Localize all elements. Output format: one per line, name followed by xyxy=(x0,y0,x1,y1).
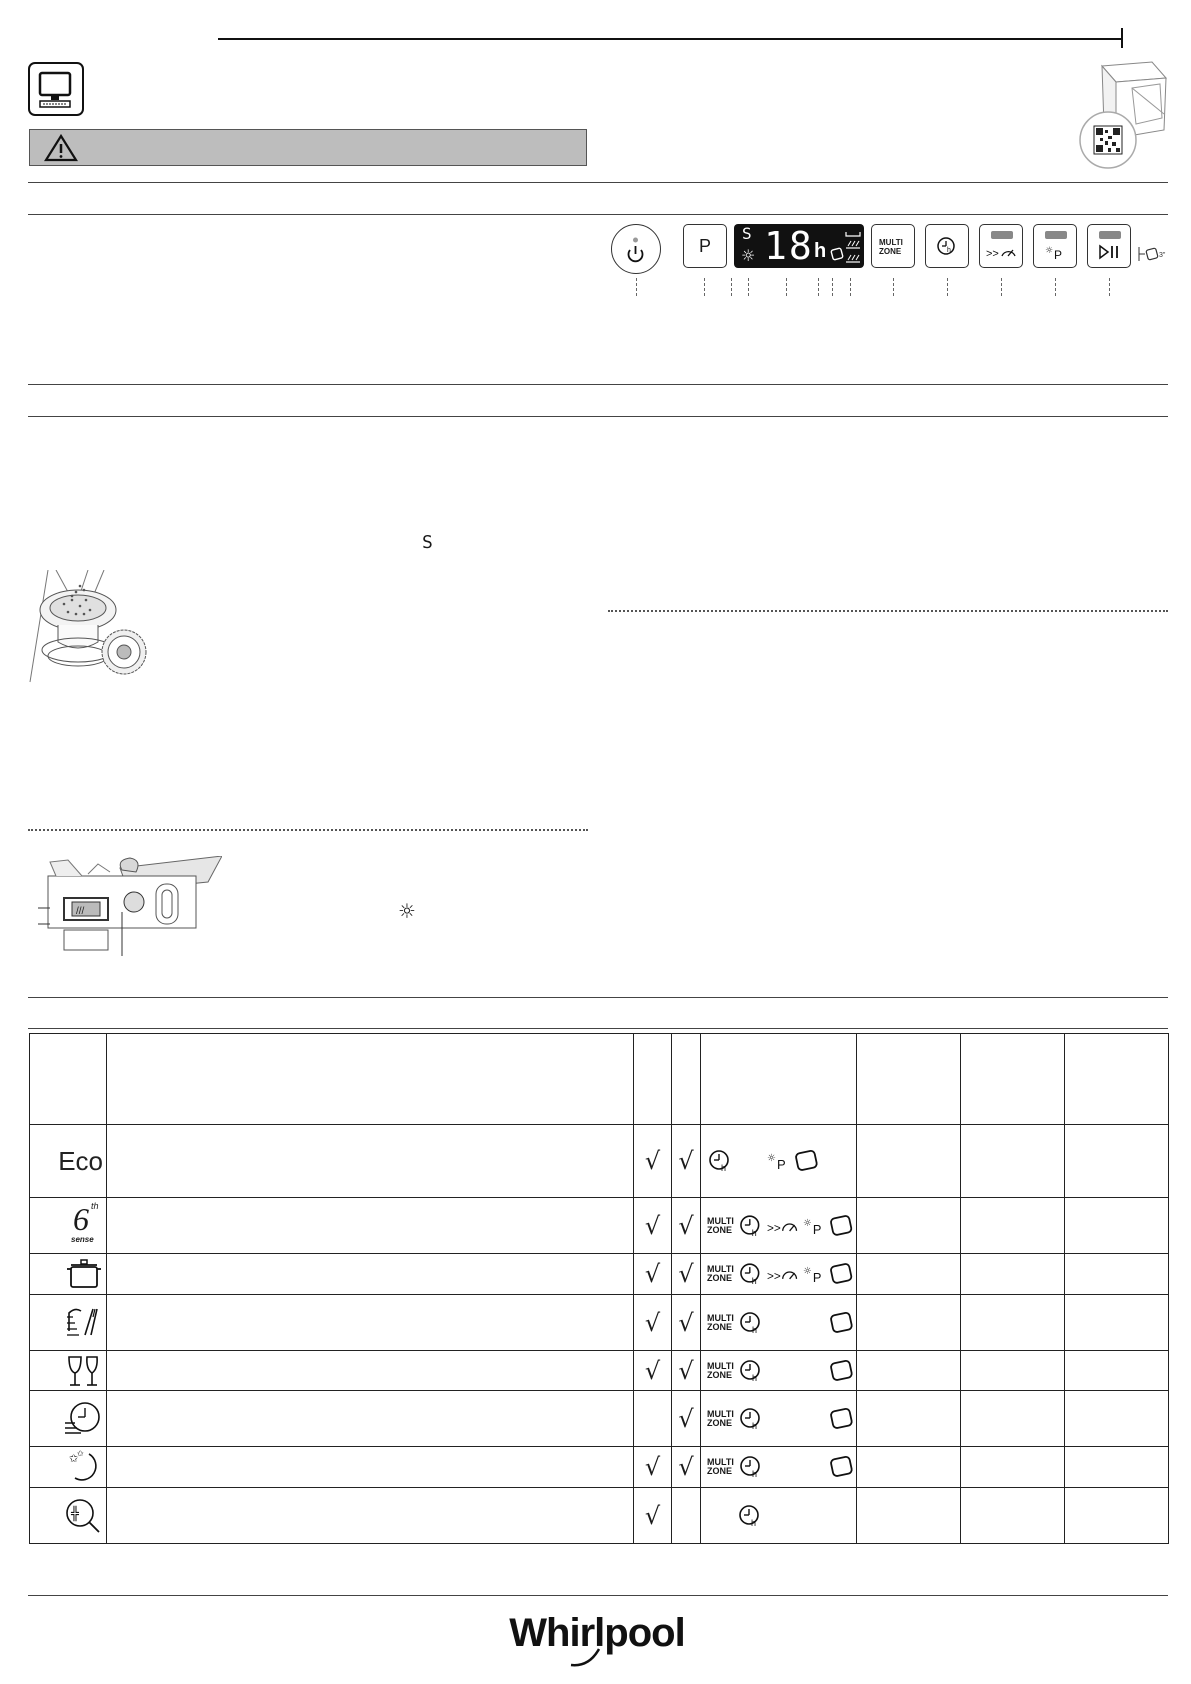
table-cell xyxy=(857,1391,961,1447)
table-cell xyxy=(1065,1351,1169,1391)
tablet-capsule-icon xyxy=(828,1310,856,1336)
table-cell xyxy=(107,1391,634,1447)
section-rule xyxy=(28,214,1168,215)
table-cell xyxy=(857,1125,961,1198)
table-cell xyxy=(857,1447,961,1488)
program-options xyxy=(701,1406,856,1432)
svg-text:h: h xyxy=(751,1469,757,1479)
multizone-option xyxy=(707,1314,734,1332)
warning-banner xyxy=(29,129,587,166)
multizone-option-line2: ZONE xyxy=(707,1417,733,1428)
table-cell xyxy=(961,1125,1065,1198)
section-rule xyxy=(28,182,1168,183)
callout-tick xyxy=(818,278,819,296)
check-mark: √ xyxy=(678,1260,694,1288)
table-header-row xyxy=(30,1034,1169,1125)
table-cell xyxy=(107,1198,634,1254)
tablet-capsule-icon xyxy=(828,1406,856,1432)
callout-tick xyxy=(731,278,732,296)
section-rule xyxy=(28,416,1168,417)
program-row xyxy=(30,1295,1169,1351)
start-pause-button[interactable] xyxy=(1087,224,1131,268)
tablet-capsule-icon xyxy=(828,1261,856,1287)
check-mark: √ xyxy=(678,1147,694,1175)
tablet-capsule-icon xyxy=(793,1148,821,1174)
svg-text:h: h xyxy=(751,1324,757,1335)
table-cell xyxy=(701,1295,857,1351)
check-mark: √ xyxy=(644,1308,661,1337)
multizone-option-line2: ZONE xyxy=(707,1224,733,1235)
header-cell xyxy=(961,1034,1065,1125)
multizone-option-line1: MULTI xyxy=(707,1360,734,1371)
table-cell xyxy=(1065,1198,1169,1254)
header-cell xyxy=(30,1034,107,1125)
table-cell xyxy=(30,1198,107,1254)
tablet-capsule-icon xyxy=(828,1454,856,1480)
svg-text:>>: >> xyxy=(986,248,999,260)
svg-text:P: P xyxy=(1054,248,1063,262)
rinse-aid-symbol: ☼ xyxy=(398,899,416,923)
computer-icon xyxy=(28,62,84,116)
header-cell xyxy=(672,1034,701,1125)
callout-tick xyxy=(704,278,705,296)
table-cell xyxy=(672,1125,701,1198)
svg-text:╬: ╬ xyxy=(71,1506,79,1522)
display-digits: 18 xyxy=(764,224,814,268)
table-cell xyxy=(1065,1447,1169,1488)
check-mark: √ xyxy=(678,1453,694,1481)
turbo-icon xyxy=(767,1215,798,1237)
check-mark: √ xyxy=(644,1501,661,1530)
table-cell xyxy=(634,1351,672,1391)
svg-text:☼: ☼ xyxy=(802,1217,812,1229)
table-cell xyxy=(107,1488,634,1544)
svg-text:h: h xyxy=(751,1517,757,1528)
table-cell xyxy=(961,1351,1065,1391)
whirlpool-logo xyxy=(507,1601,687,1671)
svg-text:✩: ✩ xyxy=(69,1452,79,1465)
header-cell xyxy=(107,1034,634,1125)
hold-3s-icon xyxy=(1137,246,1171,262)
multizone-option-line2: ZONE xyxy=(707,1273,733,1283)
table-cell xyxy=(107,1295,634,1351)
svg-text:☼: ☼ xyxy=(1045,246,1054,256)
multizone-label-line2: ZONE xyxy=(879,247,902,256)
svg-text:✩: ✩ xyxy=(77,1449,84,1458)
table-cell xyxy=(1065,1125,1169,1198)
multizone-option-line2: ZONE xyxy=(707,1466,733,1476)
salt-container-illustration xyxy=(28,570,156,690)
check-mark: √ xyxy=(678,1356,694,1385)
delay-start-icon xyxy=(738,1454,764,1480)
display-unit: h xyxy=(814,240,827,262)
glass-icon xyxy=(63,1353,103,1389)
table-cell xyxy=(701,1254,857,1295)
header-cell xyxy=(634,1034,672,1125)
multizone-option-line1: MULTI xyxy=(707,1312,734,1323)
callout-tick xyxy=(1001,278,1002,296)
table-cell xyxy=(672,1198,701,1254)
power-icon xyxy=(612,225,659,272)
svg-text:h: h xyxy=(751,1372,757,1383)
table-cell xyxy=(961,1254,1065,1295)
table-cell xyxy=(701,1198,857,1254)
delay-button[interactable] xyxy=(925,224,969,268)
program-button[interactable] xyxy=(683,224,727,268)
eco-icon: Eco xyxy=(58,1145,103,1176)
table-cell xyxy=(857,1254,961,1295)
svg-text:P: P xyxy=(812,1221,822,1237)
tablet-icon xyxy=(803,1263,825,1285)
table-cell xyxy=(107,1447,634,1488)
table-cell xyxy=(634,1447,672,1488)
table-cell xyxy=(857,1488,961,1544)
table-cell xyxy=(961,1198,1065,1254)
table-cell xyxy=(30,1254,107,1295)
multizone-option xyxy=(707,1458,734,1476)
multizone-option-line2: ZONE xyxy=(707,1369,733,1380)
callout-tick xyxy=(748,278,749,296)
svg-text:h: h xyxy=(751,1227,757,1238)
callout-tick xyxy=(786,278,787,296)
section-rule xyxy=(28,1028,1168,1029)
svg-text:h: h xyxy=(947,247,951,254)
delay-start-icon xyxy=(707,1148,733,1174)
svg-text:>>: >> xyxy=(767,1221,782,1235)
check-mark: √ xyxy=(644,1260,661,1288)
table-cell xyxy=(634,1254,672,1295)
program-options xyxy=(701,1454,856,1480)
multizone-option xyxy=(707,1410,734,1428)
table-cell xyxy=(634,1391,672,1447)
table-cell xyxy=(1065,1391,1169,1447)
table-cell xyxy=(1065,1254,1169,1295)
check-mark: √ xyxy=(644,1211,661,1240)
svg-text:☼: ☼ xyxy=(802,1266,812,1277)
program-options xyxy=(701,1213,856,1239)
multizone-option-line1: MULTI xyxy=(707,1215,734,1226)
delay-start-icon xyxy=(738,1358,764,1384)
pot-icon xyxy=(65,1257,103,1291)
delay-start-icon xyxy=(738,1406,764,1432)
table-cell xyxy=(30,1391,107,1447)
rinse-aid-indicator: ☼ xyxy=(741,246,756,265)
table-cell xyxy=(701,1351,857,1391)
section-rule xyxy=(28,997,1168,998)
delay-start-icon xyxy=(738,1310,764,1336)
table-cell xyxy=(672,1254,701,1295)
check-mark: √ xyxy=(644,1453,661,1481)
table-cell xyxy=(30,1447,107,1488)
header-cell xyxy=(701,1034,857,1125)
check-mark: √ xyxy=(644,1147,661,1175)
multizone-option-line2: ZONE xyxy=(707,1321,733,1332)
svg-text:☼: ☼ xyxy=(767,1153,776,1164)
multizone-option-line1: MULTI xyxy=(707,1264,734,1274)
svg-text:>>: >> xyxy=(767,1269,782,1283)
svg-text:h: h xyxy=(721,1163,727,1173)
whirlpool-logo-text: Whirlpool xyxy=(509,1611,685,1655)
svg-text:P: P xyxy=(812,1269,822,1285)
footer-rule xyxy=(28,1595,1168,1596)
section-rule xyxy=(28,384,1168,385)
programs-table xyxy=(29,1033,1169,1544)
callout-tick xyxy=(832,278,833,296)
header-cell xyxy=(1065,1034,1169,1125)
program-options xyxy=(701,1358,856,1384)
table-cell xyxy=(107,1125,634,1198)
salt-symbol: S xyxy=(422,532,433,553)
multizone-button[interactable] xyxy=(871,224,915,268)
table-cell xyxy=(634,1488,672,1544)
tablet-button[interactable] xyxy=(1033,224,1077,268)
delay-start-icon xyxy=(738,1261,764,1287)
table-cell xyxy=(107,1254,634,1295)
program-row xyxy=(30,1198,1169,1254)
table-cell xyxy=(961,1391,1065,1447)
callout-tick xyxy=(1109,278,1110,296)
table-cell xyxy=(672,1488,701,1544)
program-button-label: P xyxy=(698,236,711,256)
delay-start-icon xyxy=(737,1503,763,1529)
table-cell xyxy=(701,1447,857,1488)
turbo-button[interactable] xyxy=(979,224,1023,268)
multizone-option xyxy=(707,1265,734,1283)
table-cell xyxy=(701,1125,857,1198)
table-cell xyxy=(961,1488,1065,1544)
table-cell xyxy=(30,1125,107,1198)
program-row xyxy=(30,1391,1169,1447)
tablet-indicator-icon xyxy=(829,246,845,262)
table-cell xyxy=(672,1447,701,1488)
multizone-label-line1: MULTI xyxy=(879,238,903,247)
daily-wash-icon xyxy=(63,1303,103,1343)
table-cell xyxy=(701,1488,857,1544)
svg-text:h: h xyxy=(751,1420,757,1431)
program-options xyxy=(701,1261,856,1287)
multizone-option xyxy=(707,1362,734,1380)
table-cell xyxy=(107,1351,634,1391)
svg-text:P: P xyxy=(777,1157,786,1172)
check-mark: √ xyxy=(678,1211,694,1240)
dotted-separator xyxy=(28,829,588,831)
sixth-sense-icon xyxy=(63,1201,103,1245)
table-cell xyxy=(857,1198,961,1254)
table-cell xyxy=(857,1295,961,1351)
table-cell xyxy=(672,1295,701,1351)
top-rule xyxy=(218,38,1122,40)
callout-tick xyxy=(636,278,637,296)
tablet-icon xyxy=(1043,243,1069,263)
multizone-option-line1: MULTI xyxy=(707,1457,734,1467)
table-cell xyxy=(634,1295,672,1351)
table-cell xyxy=(634,1125,672,1198)
svg-text:h: h xyxy=(751,1275,757,1286)
table-cell xyxy=(30,1351,107,1391)
header-cell xyxy=(857,1034,961,1125)
callout-tick xyxy=(947,278,948,296)
top-rule-end xyxy=(1121,28,1123,48)
svg-text:3": 3" xyxy=(1159,252,1166,259)
check-mark: √ xyxy=(644,1356,661,1385)
program-row xyxy=(30,1125,1169,1198)
program-row xyxy=(30,1351,1169,1391)
check-mark: √ xyxy=(678,1308,694,1337)
sixth-sense-number: 6 xyxy=(73,1201,89,1237)
table-cell xyxy=(1065,1488,1169,1544)
turbo-icon xyxy=(767,1263,798,1285)
svg-text:///: /// xyxy=(76,906,85,917)
turbo-icon xyxy=(986,243,1018,261)
multizone-option-line1: MULTI xyxy=(707,1408,734,1419)
salt-indicator: S xyxy=(742,224,752,243)
callout-tick xyxy=(893,278,894,296)
table-cell xyxy=(961,1295,1065,1351)
table-cell xyxy=(701,1391,857,1447)
dishwasher-qr-illustration xyxy=(1072,58,1168,170)
power-button[interactable] xyxy=(611,224,661,274)
quick-wash-icon xyxy=(63,1399,103,1439)
program-row xyxy=(30,1447,1169,1488)
check-mark: √ xyxy=(678,1404,694,1433)
table-cell xyxy=(634,1198,672,1254)
program-row xyxy=(30,1254,1169,1295)
display-panel xyxy=(734,224,864,268)
table-cell xyxy=(1065,1295,1169,1351)
dotted-separator xyxy=(608,610,1168,612)
sixth-sense-word: sense xyxy=(71,1235,94,1244)
warning-icon xyxy=(44,134,78,162)
program-options xyxy=(701,1148,856,1174)
program-row xyxy=(30,1488,1169,1544)
play-pause-icon xyxy=(1098,244,1122,260)
table-cell xyxy=(30,1488,107,1544)
wash-level-indicator-icon xyxy=(844,228,862,266)
table-cell xyxy=(672,1351,701,1391)
detergent-dispenser-illustration xyxy=(38,856,222,962)
callout-tick xyxy=(850,278,851,296)
multizone-option xyxy=(707,1217,734,1235)
multizone-label xyxy=(879,238,903,256)
table-cell xyxy=(857,1351,961,1391)
self-clean-icon xyxy=(63,1496,103,1536)
tablet-icon xyxy=(767,1150,789,1172)
tablet-icon xyxy=(803,1215,825,1237)
tablet-capsule-icon xyxy=(828,1213,856,1239)
sixth-sense-th: th xyxy=(91,1201,99,1211)
delay-start-icon xyxy=(738,1213,764,1239)
table-cell xyxy=(30,1295,107,1351)
delay-start-icon xyxy=(926,225,967,266)
night-icon xyxy=(63,1448,103,1486)
table-cell xyxy=(672,1391,701,1447)
table-cell xyxy=(961,1447,1065,1488)
tablet-capsule-icon xyxy=(828,1358,856,1384)
program-options xyxy=(701,1310,856,1336)
program-options xyxy=(701,1503,856,1529)
callout-tick xyxy=(1055,278,1056,296)
